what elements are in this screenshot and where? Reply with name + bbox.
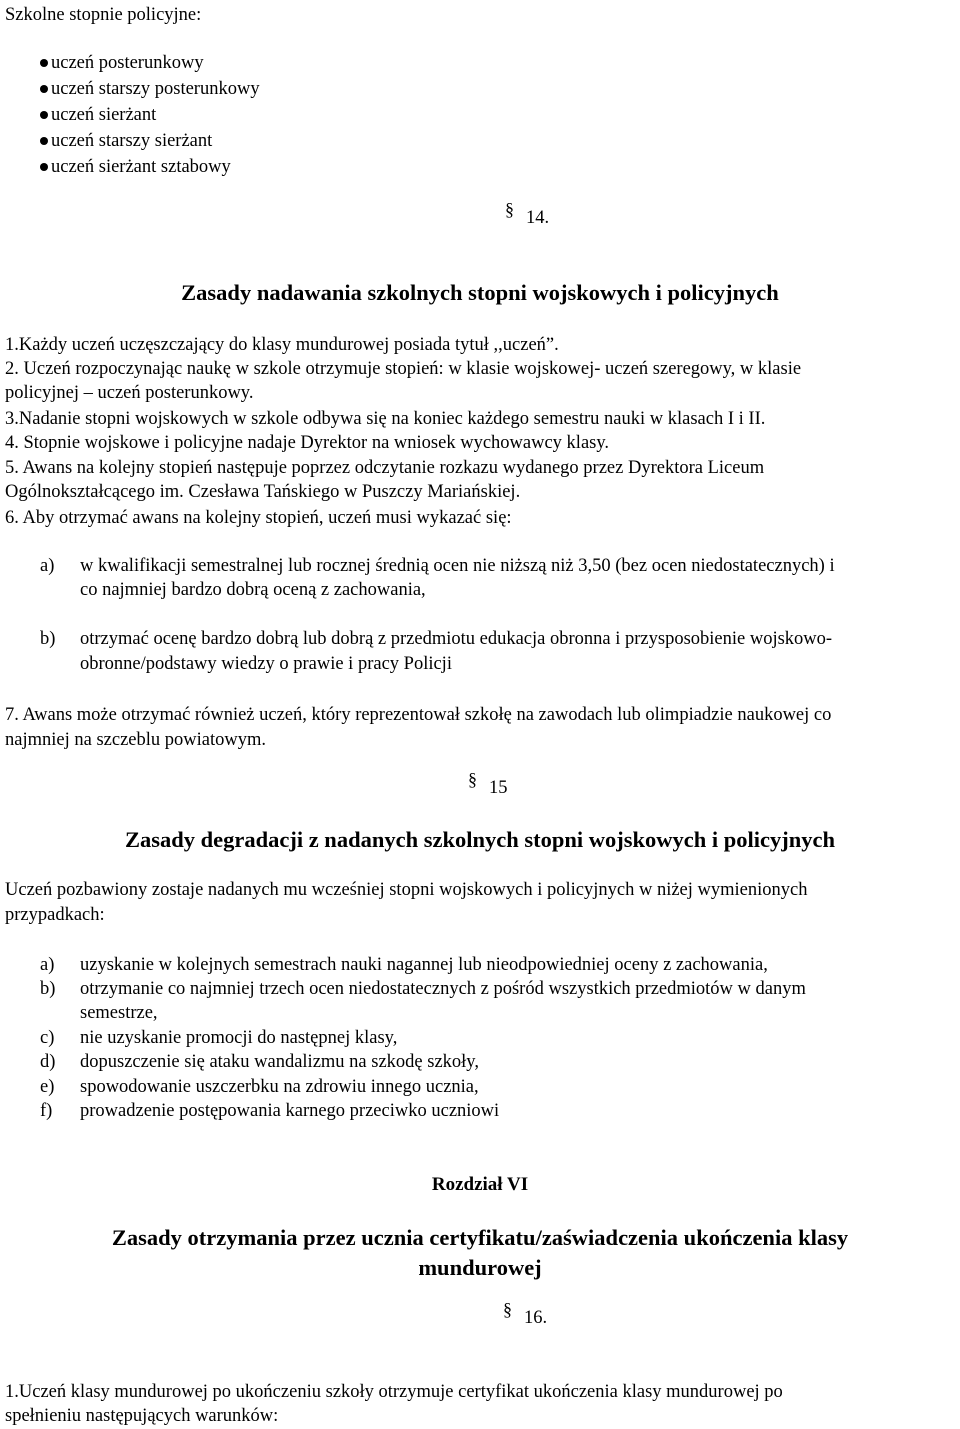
list-label: c) (40, 1028, 55, 1048)
paragraph: 2. Uczeń rozpoczynając naukę w szkole otrzymuje stopień: w klasie wojskowej- uczeń szeregowy, w klasie (5, 359, 802, 379)
list-item: dopuszczenie się ataku wandalizmu na szkodę szkoły, (80, 1052, 479, 1072)
paragraph: 1.Uczeń klasy mundurowej po ukończeniu szkoły otrzymuje certyfikat ukończenia klasy mundurowej po (5, 1382, 783, 1402)
paragraph: policyjnej – uczeń posterunkowy. (5, 383, 254, 403)
list-item: uczeń starszy posterunkowy (51, 79, 260, 99)
paragraph: 4. Stopnie wojskowe i policyjne nadaje Dyrektor na wniosek wychowawcy klasy. (5, 433, 610, 453)
list-item: uczeń posterunkowy (51, 53, 204, 73)
paragraph: Ogólnokształcącego im. Czesława Tańskiego w Puszczy Mariańskiej. (5, 482, 521, 502)
section-14-number: § 14. (505, 204, 549, 231)
section-14-title: Zasady nadawania szkolnych stopni wojskowych i policyjnych (181, 280, 779, 305)
paragraph: Uczeń pozbawiony zostaje nadanych mu wcześniej stopni wojskowych i policyjnych w niżej wymienionych (5, 880, 808, 900)
paragraph: 7. Awans może otrzymać również uczeń, który reprezentował szkołę na zawodach lub olimpiadzie naukowej co (5, 705, 832, 725)
paragraph: 1.Każdy uczeń uczęszczający do klasy mundurowej posiada tytuł ,,uczeń”. (5, 335, 559, 355)
list-item: w kwalifikacji semestralnej lub rocznej średnią ocen nie niższą niż 3,50 (bez ocen niedostatecznych) i (80, 556, 835, 576)
paragraph-symbol-icon: § (503, 1299, 512, 1319)
list-label: b) (40, 629, 56, 649)
paragraph: 5. Awans na kolejny stopień następuje poprzez odczytanie rozkazu wydanego przez Dyrektora Liceum (5, 458, 765, 478)
list-label: a) (40, 556, 55, 576)
paragraph: 6. Aby otrzymać awans na kolejny stopień, uczeń musi wykazać się: (5, 508, 512, 528)
bullet-icon (40, 137, 48, 145)
list-item: uczeń starszy sierżant (51, 131, 213, 151)
bullet-icon (40, 85, 48, 93)
section-16-number: § 16. (503, 1304, 547, 1331)
bullet-icon (40, 111, 48, 119)
chapter-title-line-2: mundurowej (418, 1255, 542, 1280)
list-item: otrzymać ocenę bardzo dobrą lub dobrą z przedmiotu edukacja obronna i przysposobienie wojskowo- (80, 629, 833, 649)
list-item: otrzymanie co najmniej trzech ocen niedostatecznych z pośród wszystkich przedmiotów w danym (80, 979, 806, 999)
paragraph-symbol-icon: § (468, 769, 477, 789)
paragraph: spełnieniu następujących warunków: (5, 1406, 279, 1426)
section-15-title: Zasady degradacji z nadanych szkolnych stopni wojskowych i policyjnych (124, 827, 836, 852)
list-label: f) (40, 1101, 53, 1121)
list-item: spowodowanie uszczerbku na zdrowiu innego ucznia, (80, 1077, 479, 1097)
list-item: uzyskanie w kolejnych semestrach nauki nagannej lub nieodpowiedniej oceny z zachowania, (80, 955, 768, 975)
list-item: prowadzenie postępowania karnego przeciwko uczniowi (80, 1101, 500, 1121)
paragraph: 3.Nadanie stopni wojskowych w szkole odbywa się na koniec każdego semestru nauki w klasach I i II. (5, 409, 766, 429)
list-item: uczeń sierżant (51, 105, 157, 125)
list-item: nie uzyskanie promocji do następnej klasy, (80, 1028, 398, 1048)
section-15-number: § 15 (468, 774, 508, 801)
intro-text: Szkolne stopnie policyjne: (5, 5, 202, 25)
list-item-continued: co najmniej bardzo dobrą oceną z zachowania, (80, 580, 426, 600)
chapter-title-line-1: Zasady otrzymania przez ucznia certyfikatu/zaświadczenia ukończenia klasy (111, 1225, 849, 1250)
list-item-continued: semestrze, (80, 1003, 158, 1023)
list-item: uczeń sierżant sztabowy (51, 157, 231, 177)
paragraph: przypadkach: (5, 905, 105, 925)
paragraph-symbol-icon: § (505, 199, 514, 219)
list-label: d) (40, 1052, 56, 1072)
list-label: b) (40, 979, 56, 999)
list-label: a) (40, 955, 55, 975)
bullet-icon (40, 59, 48, 67)
paragraph: najmniej na szczeblu powiatowym. (5, 730, 266, 750)
chapter-label: Rozdział VI (431, 1174, 529, 1195)
bullet-icon (40, 163, 48, 171)
list-item-continued: obronne/podstawy wiedzy o prawie i pracy Policji (80, 654, 452, 674)
list-label: e) (40, 1077, 55, 1097)
